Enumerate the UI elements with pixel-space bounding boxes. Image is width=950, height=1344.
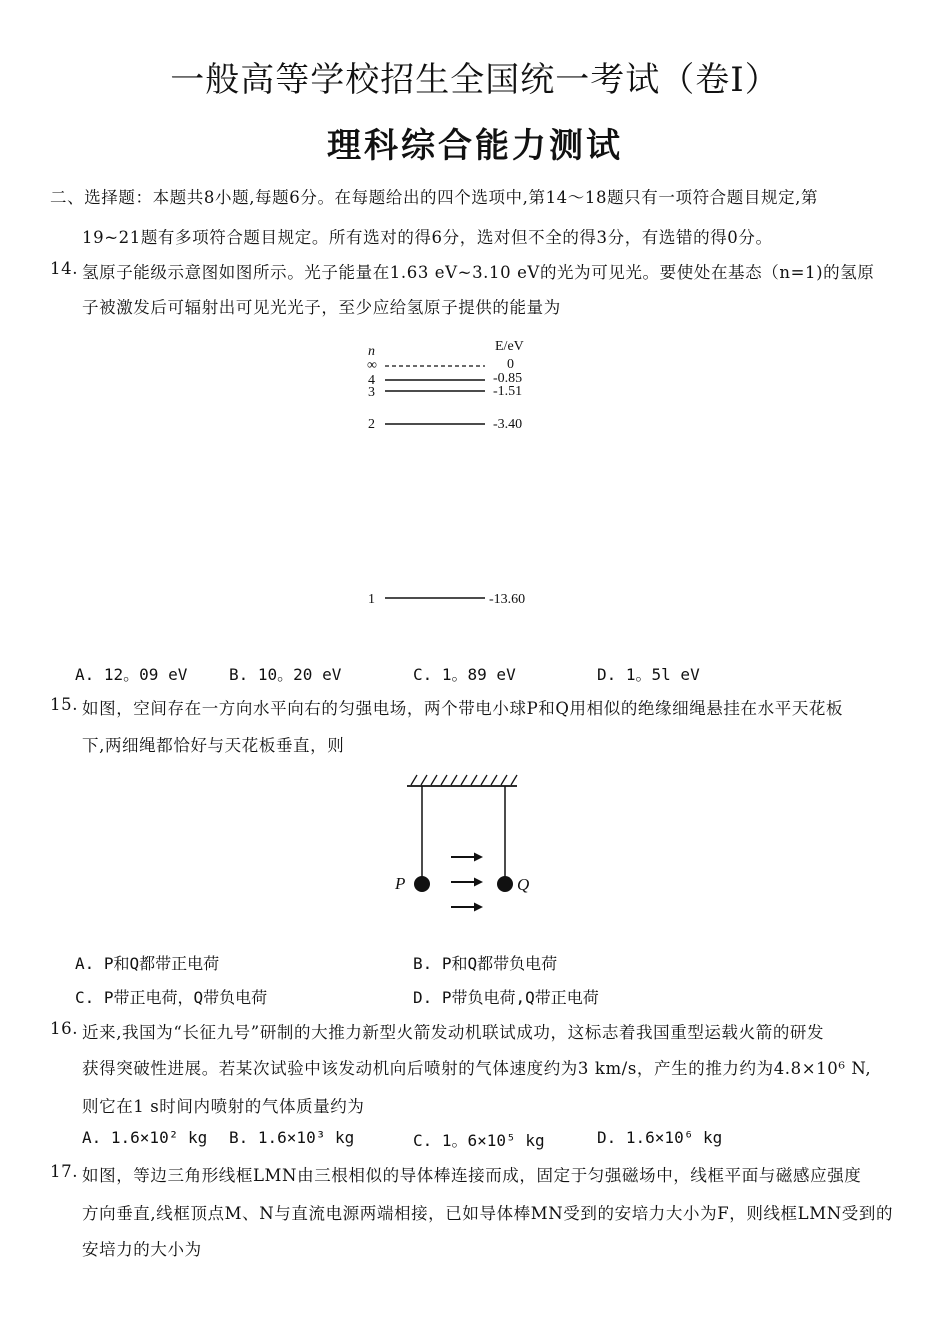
- exam-subtitle: 理科综合能力测试: [327, 126, 623, 166]
- level-n-3: 3: [368, 385, 375, 400]
- field-arrow-1: [451, 853, 483, 862]
- exam-title: 一般高等学校招生全国统一考试（卷Ⅰ）: [170, 60, 780, 100]
- ball-p: [414, 876, 430, 892]
- level-energy-infinity: 0: [507, 357, 514, 372]
- q16-option-d: D. 1.6×10⁶ kg: [597, 1128, 723, 1147]
- field-arrow-2: [451, 878, 483, 887]
- q14-option-d: D. 1。5l eV: [597, 665, 700, 684]
- energy-level-diagram: [355, 330, 575, 620]
- q15-option-a: A. P和Q都带正电荷: [75, 954, 220, 973]
- q16-option-a: A. 1.6×10² kg: [82, 1128, 208, 1147]
- q15-option-d: D. P带负电荷,Q带正电荷: [413, 988, 599, 1007]
- q17-stem-line3: 安培力的大小为: [82, 1240, 202, 1259]
- level-n-4: 4: [368, 373, 375, 388]
- q16-stem-line3: 则它在1 s时间内喷射的气体质量约为: [82, 1097, 365, 1116]
- ball-p-label: P: [395, 874, 406, 893]
- q15-stem-line2: 下,两细绳都恰好与天花板垂直，则: [82, 736, 345, 755]
- n-axis-label: n: [368, 344, 375, 359]
- level-n-infinity: ∞: [367, 358, 377, 373]
- q14-option-a: A. 12。09 eV: [75, 665, 188, 684]
- ball-q-label: Q: [517, 875, 530, 894]
- ball-q: [497, 876, 513, 892]
- q17-stem-line2: 方向垂直,线框顶点M、N与直流电源两端相接，已如导体棒MN受到的安培力大小为F，则线框LMN受到的: [82, 1204, 894, 1223]
- section-instructions-line1: 二、选择题：本题共8小题,每题6分。在每题给出的四个选项中,第14～18题只有一项符合题目规定,第: [50, 188, 819, 207]
- q15-option-b: B. P和Q都带负电荷: [413, 954, 558, 973]
- field-arrow-3: [451, 903, 483, 912]
- q17-stem-line1: 如图，等边三角形线框LMN由三根相似的导体棒连接而成，固定于匀强磁场中，线框平面与磁感应强度: [82, 1166, 862, 1185]
- charged-balls-diagram: [385, 768, 565, 918]
- level-n-1: 1: [368, 592, 375, 607]
- section-instructions-line2: 19~21题有多项符合题目规定。所有选对的得6分，选对但不全的得3分，有选错的得0分。: [82, 228, 773, 247]
- q16-option-b: B. 1.6×10³ kg: [229, 1128, 355, 1147]
- level-n-2: 2: [368, 417, 375, 432]
- q17-number: 17.: [50, 1162, 79, 1181]
- q16-number: 16.: [50, 1019, 79, 1038]
- q14-stem-line2: 子被激发后可辐射出可见光光子，至少应给氢原子提供的能量为: [82, 298, 561, 317]
- q15-stem-line1: 如图，空间存在一方向水平向右的匀强电场，两个带电小球P和Q用相似的绝缘细绳悬挂在水平天花板: [82, 699, 844, 718]
- q15-number: 15.: [50, 695, 79, 714]
- level-energy-3: -1.51: [493, 384, 523, 399]
- q16-stem-line1: 近来,我国为“长征九号”研制的大推力新型火箭发动机联试成功，这标志着我国重型运载火箭的研发: [82, 1023, 825, 1042]
- q16-option-c: C. 1。6×10⁵ kg: [413, 1131, 545, 1150]
- energy-axis-label: E/eV: [495, 339, 524, 354]
- q14-option-c: C. 1。89 eV: [413, 665, 516, 684]
- level-energy-2: -3.40: [493, 417, 523, 432]
- level-energy-4: -0.85: [493, 371, 523, 386]
- q16-stem-line2: 获得突破性进展。若某次试验中该发动机向后喷射的气体速度约为3 km/s，产生的推力约为4.8×10⁶ N,: [82, 1059, 872, 1078]
- q15-option-c: C. P带正电荷，Q带负电荷: [75, 988, 268, 1007]
- level-energy-1: -13.60: [489, 592, 526, 607]
- q14-number: 14.: [50, 259, 79, 278]
- q14-stem-line1: 氢原子能级示意图如图所示。光子能量在1.63 eV~3.10 eV的光为可见光。要使处在基态（n=1)的氢原: [82, 263, 875, 282]
- q14-option-b: B. 10。20 eV: [229, 665, 342, 684]
- ceiling-hatching: [411, 775, 517, 785]
